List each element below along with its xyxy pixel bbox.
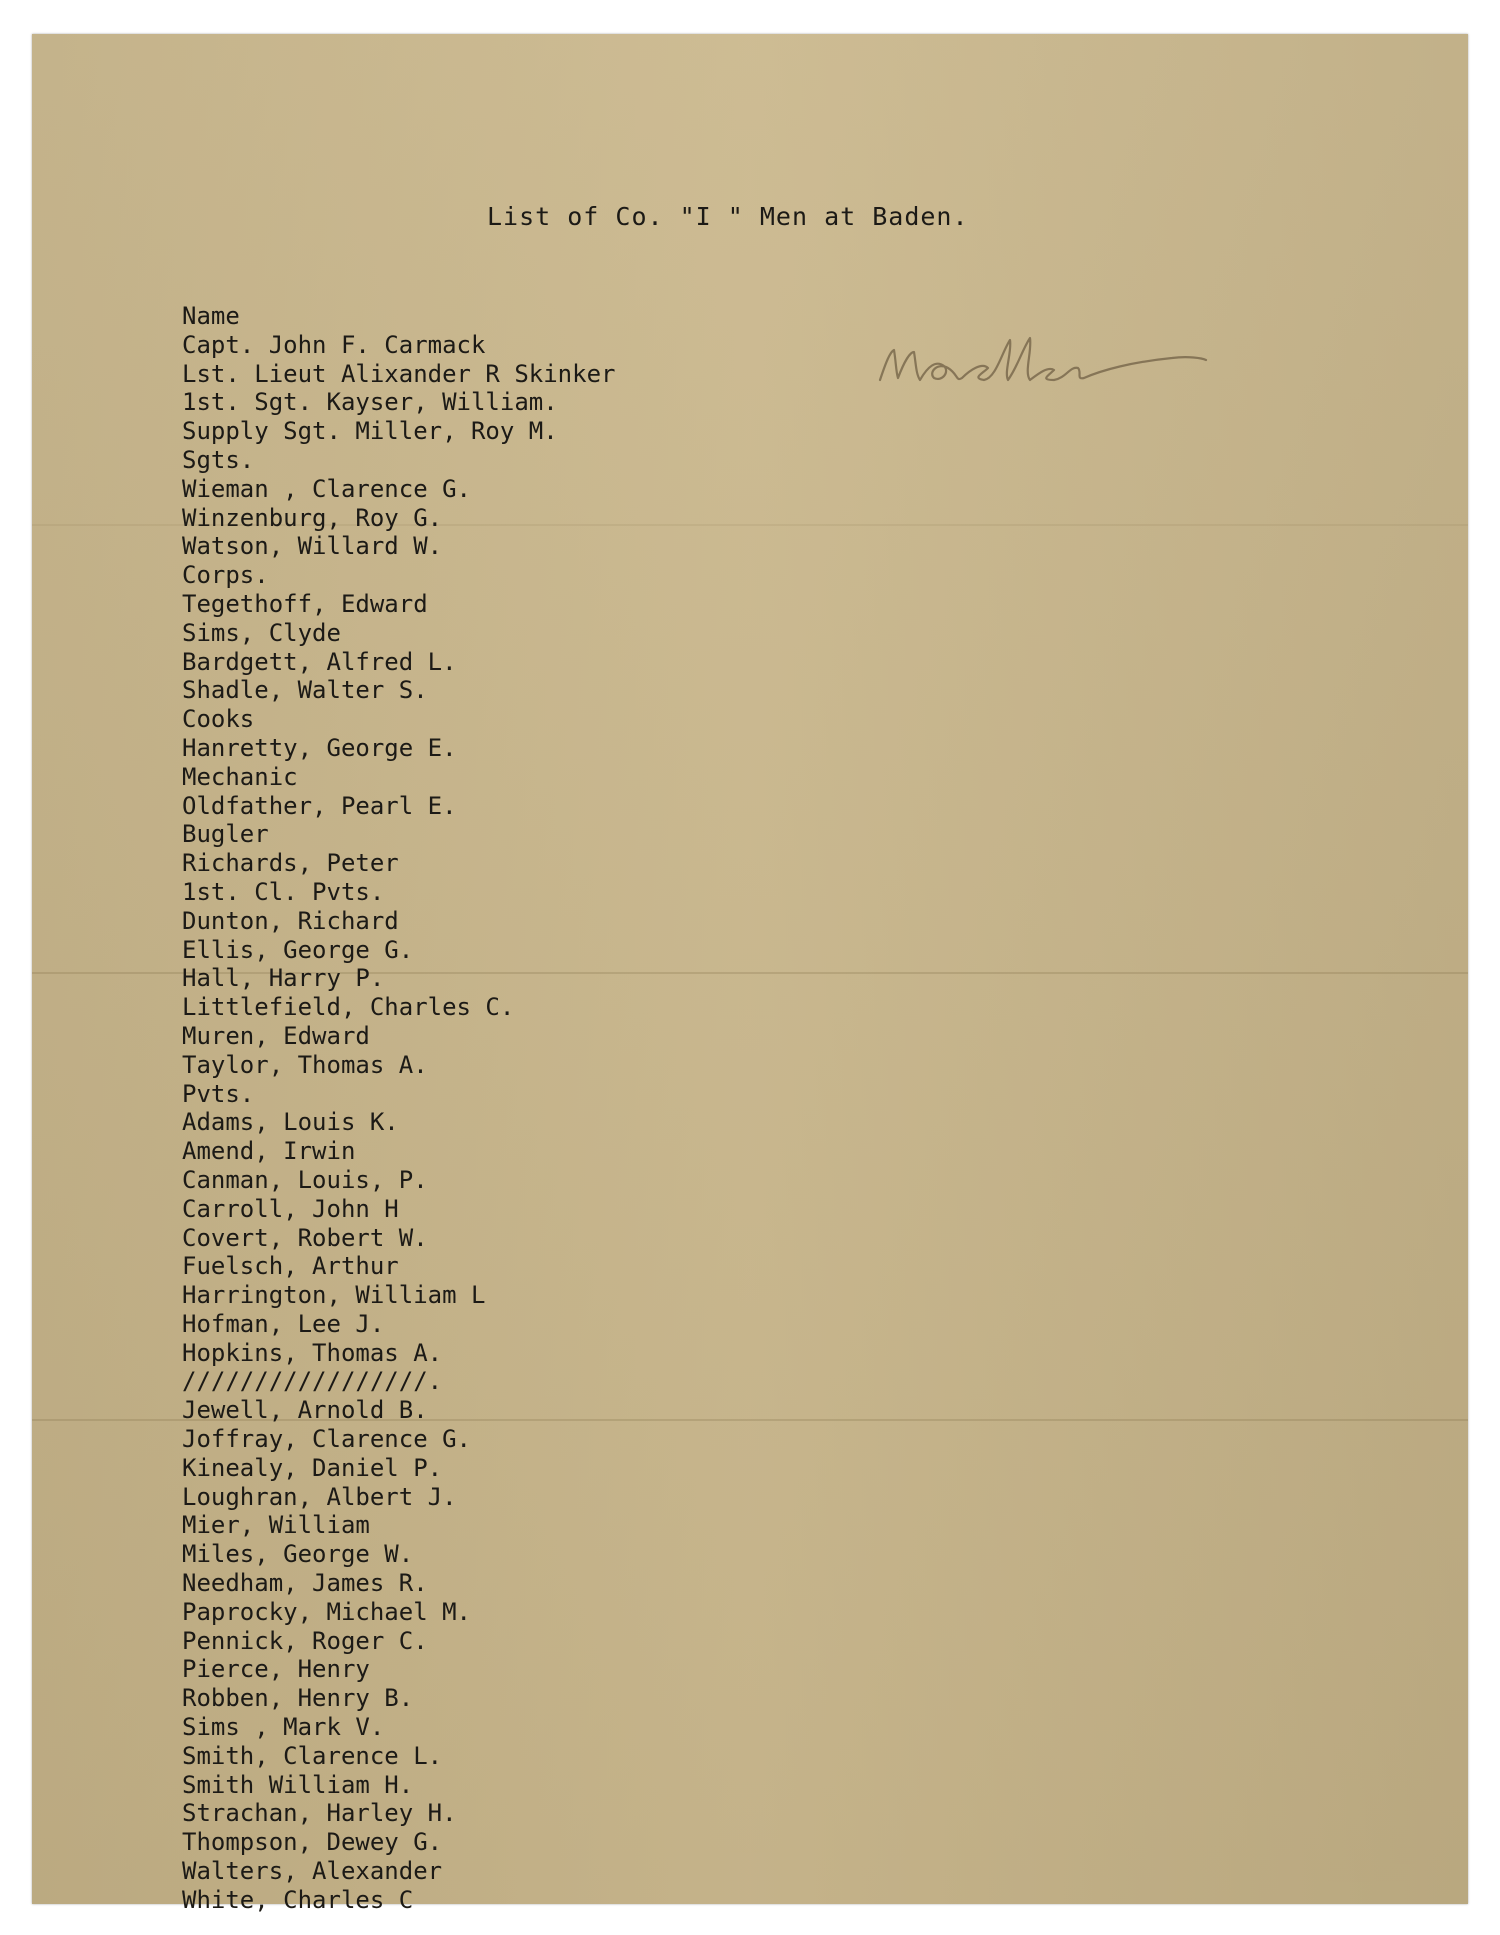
document-title: List of Co. "I " Men at Baden. xyxy=(487,202,969,231)
roster-entry: Harrington, William L xyxy=(182,1281,486,1310)
roster-entry: Corps. xyxy=(182,561,269,590)
roster-entry: Loughran, Albert J. xyxy=(182,1482,457,1511)
roster-entry: Littlefield, Charles C. xyxy=(182,993,515,1022)
roster-entry: Supply Sgt. Miller, Roy M. xyxy=(182,417,558,446)
roster-entry: Ellis, George G. xyxy=(182,935,414,964)
roster-list xyxy=(182,302,615,1915)
roster-entry: Pvts. xyxy=(182,1079,255,1108)
roster-entry: Richards, Peter xyxy=(182,849,399,878)
roster-entry: Thompson, Dewey G. xyxy=(182,1828,443,1857)
roster-entry: Needham, James R. xyxy=(182,1569,428,1598)
roster-entry: Winzenburg, Roy G. xyxy=(182,503,443,532)
roster-entry: Hofman, Lee J. xyxy=(182,1309,385,1338)
roster-entry: Shadle, Walter S. xyxy=(182,676,428,705)
roster-entry: Pierce, Henry xyxy=(182,1655,370,1684)
roster-entry: Miles, George W. xyxy=(182,1540,414,1569)
roster-entry: Smith, Clarence L. xyxy=(182,1741,443,1770)
roster-entry: Dunton, Richard xyxy=(182,906,399,935)
roster-entry: Pennick, Roger C. xyxy=(182,1626,428,1655)
roster-entry: Fuelsch, Arthur xyxy=(182,1252,399,1281)
roster-entry: Lst. Lieut Alixander R Skinker xyxy=(182,359,616,388)
roster-entry: Hanretty, George E. xyxy=(182,733,457,762)
roster-entry: Hall, Harry P. xyxy=(182,964,385,993)
roster-entry: Bugler xyxy=(182,820,269,849)
roster-entry: /////////////////. xyxy=(182,1367,443,1396)
roster-entry: Sgts. xyxy=(182,445,255,474)
handwritten-signature xyxy=(872,322,1212,402)
roster-entry: Robben, Henry B. xyxy=(182,1684,414,1713)
roster-entry: Strachan, Harley H. xyxy=(182,1799,457,1828)
roster-entry: Sims, Clyde xyxy=(182,618,341,647)
roster-entry: Mechanic xyxy=(182,762,298,791)
roster-entry: Carroll, John H xyxy=(182,1194,399,1223)
roster-entry: Hopkins, Thomas A. xyxy=(182,1338,443,1367)
roster-entry: Bardgett, Alfred L. xyxy=(182,647,457,676)
roster-entry: Kinealy, Daniel P. xyxy=(182,1453,443,1482)
roster-entry: Walters, Alexander xyxy=(182,1857,443,1886)
roster-entry: 1st. Sgt. Kayser, William. xyxy=(182,388,558,417)
roster-entry: Paprocky, Michael M. xyxy=(182,1597,471,1626)
roster-entry: White, Charles C xyxy=(182,1885,414,1914)
roster-entry: Jewell, Arnold B. xyxy=(182,1396,428,1425)
roster-entry: 1st. Cl. Pvts. xyxy=(182,877,385,906)
roster-entry: Adams, Louis K. xyxy=(182,1108,399,1137)
roster-entry: Smith William H. xyxy=(182,1770,414,1799)
roster-entry: Mier, William xyxy=(182,1511,370,1540)
roster-entry: Joffray, Clarence G. xyxy=(182,1425,471,1454)
roster-entry: Canman, Louis, P. xyxy=(182,1165,428,1194)
roster-entry: Sims , Mark V. xyxy=(182,1713,385,1742)
roster-entry: Muren, Edward xyxy=(182,1021,370,1050)
paper-sheet xyxy=(32,34,1468,1914)
roster-entry: Amend, Irwin xyxy=(182,1137,356,1166)
roster-entry: Taylor, Thomas A. xyxy=(182,1050,428,1079)
roster-entry: Watson, Willard W. xyxy=(182,532,443,561)
roster-entry: Tegethoff, Edward xyxy=(182,589,428,618)
roster-entry: Oldfather, Pearl E. xyxy=(182,791,457,820)
roster-entry: Capt. John F. Carmack xyxy=(182,330,486,359)
roster-entry: Wieman , Clarence G. xyxy=(182,474,471,503)
column-header-name: Name xyxy=(182,302,240,330)
roster-entry: Cooks xyxy=(182,705,255,734)
roster-entry: Covert, Robert W. xyxy=(182,1223,428,1252)
